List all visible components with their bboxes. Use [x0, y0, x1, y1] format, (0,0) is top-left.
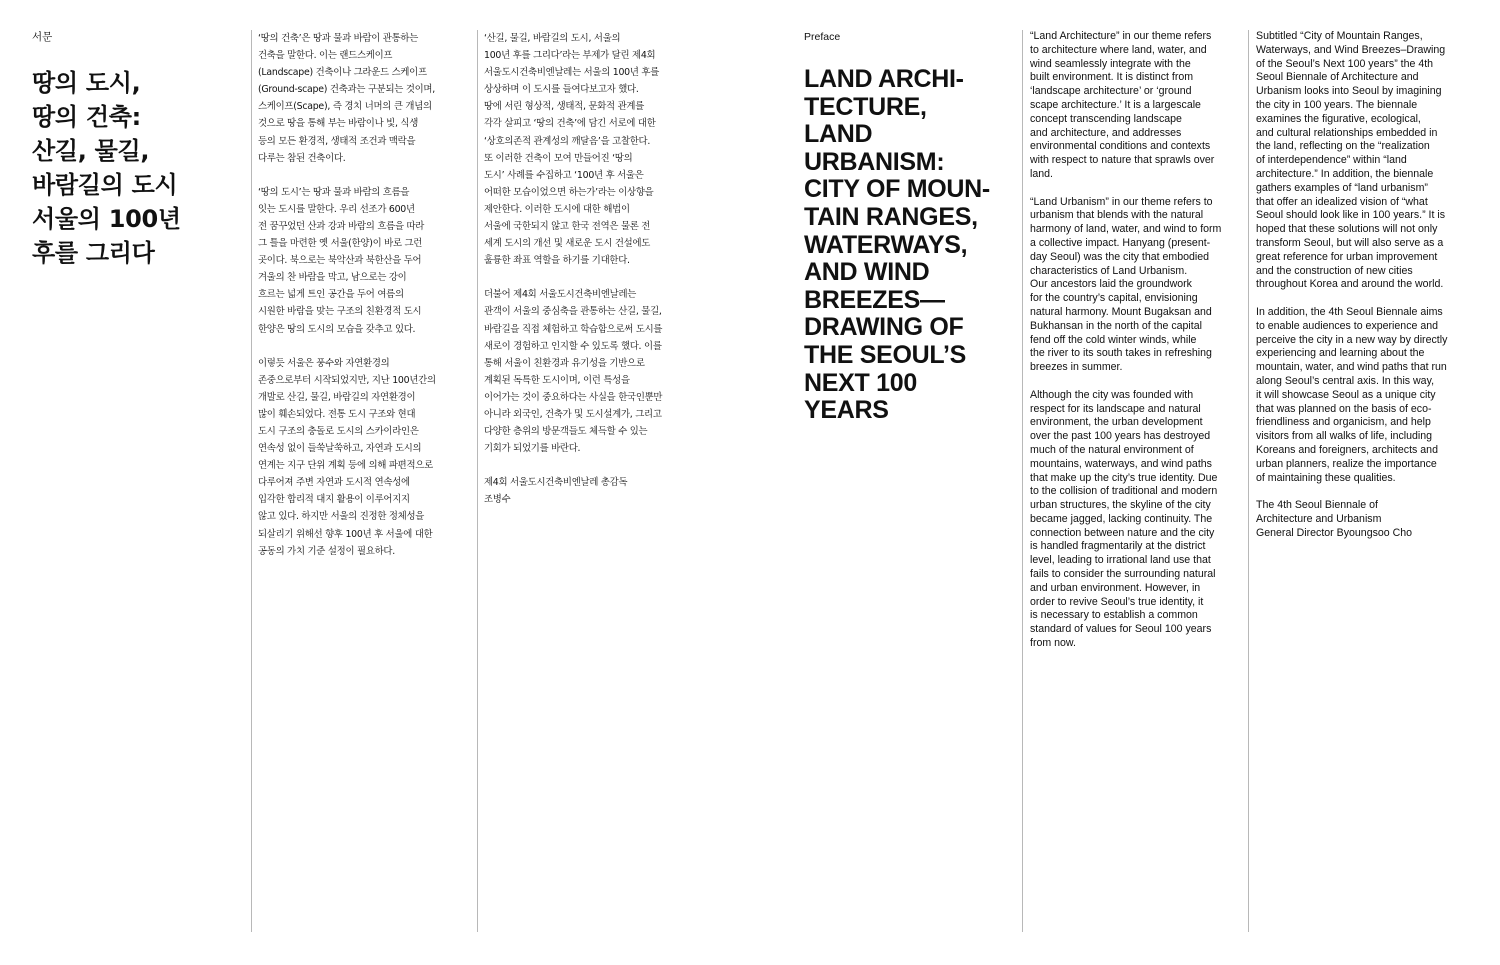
english-title-line: YEARS: [804, 396, 889, 425]
english-title-line: WATERWAYS,: [804, 230, 968, 259]
korean-title-line: 땅의 건축:: [32, 103, 141, 131]
column-divider: [477, 30, 478, 932]
english-paragraph: “Land Architecture” in our theme refers to architecture where land, water, and wind seamlessly integrate with the built environment. It is distinct from ‘landscape architecture’ or ‘ground scape architecture.’ It is a largescale concept transcending landscape and architecture, and addresses environmental conditions and contexts with respect to nature that sprawls over land.: [1030, 30, 1215, 180]
column-divider: [251, 30, 252, 932]
english-signature: The 4th Seoul Biennale of Architecture and Urbanism General Director Byoungsoo Cho: [1256, 499, 1413, 539]
english-title-column: [804, 30, 1016, 425]
english-title: [804, 66, 1016, 425]
column-divider: [1248, 30, 1249, 932]
korean-signature: 제4회 서울도시건축비엔날레 총감독 조병수: [484, 477, 628, 506]
korean-body-column-2: [484, 30, 698, 525]
korean-title-column: [32, 30, 237, 270]
korean-title-line: 바람길의 도시: [32, 171, 178, 199]
english-title-line: TECTURE,: [804, 92, 927, 121]
section-label-english: Preface: [804, 31, 841, 43]
english-paragraph: Although the city was founded with respect for its landscape and natural environment, the urban development over the past 100 years has destroyed much of the natural environment of mountains, waterways, and wind paths that make up the city’s true identity. Due to the collision of traditional and modern urban structures, the skyline of the city became jagged, lacking continuity. The connection between nature and the city is handled fragmentarily at the district level, leading to irrational land use that fails to consider the surrounding natural and urban environment. However, in order to revive Seoul’s true identity, it is necessary to establish a common standard of values for Seoul 100 years from now.: [1030, 388, 1218, 650]
english-title-line: THE SEOUL’S: [804, 340, 967, 369]
korean-paragraph: 더불어 제4회 서울도시건축비엔날레는 관객이 서울의 중심축을 관통하는 산길, 물길, 바람길을 직접 체험하고 학습함으로써 도시를 새로이 경험하고 인지할 수 있도록 했다. 이를 통해 서울이 친환경과 유기성을 기반으로 계획된 독특한 도시이며, 이런 특성을 이어가는 것이 중요하다는 사실을 한국인뿐만 아니라 외국인, 건축가 및 도시설계가, 그리고 다양한 층위의 방문객들도 체득할 수 있는 기회가 되었기를 바란다.: [484, 289, 663, 455]
english-title-line: DRAWING OF: [804, 313, 964, 342]
english-paragraph: In addition, the 4th Seoul Biennale aims to enable audiences to experience and perceive the city in a new way by directly experiencing and learning about the mountain, water, and wind paths that run along Seoul’s central axis. In this way, it will showcase Seoul as a unique city that was planned on the basis of eco- friendliness and organicism, and help visitors from all walks of life, including Koreans and foreigners, architects and urban planners, realize the importance of maintaining these qualities.: [1256, 305, 1448, 484]
english-paragraph: Subtitled “City of Mountain Ranges, Waterways, and Wind Breezes–Drawing of the Seoul’s Next 100 years” the 4th Seoul Biennale of Architecture and Urbanism looks into Seoul by imagining the city in 100 years. The biennale examines the figurative, ecological, and cultural relationships embedded in the land, reflecting on the “realization of interdependence” within “land architecture.” In addition, the biennale gathers examples of “land urbanism” that offer an idealized vision of “what Seoul should look like in 100 years.” It is hoped that these solutions will not only transform Seoul, but will also serve as a great reference for urban improvement and the construction of new cities throughout Korea and around the world.: [1256, 30, 1446, 291]
english-title-line: NEXT 100: [804, 368, 917, 397]
column-divider: [1022, 30, 1023, 932]
english-title-line: LAND ARCHI-: [804, 65, 964, 93]
korean-body-column-1: [258, 30, 472, 577]
english-title-line: AND WIND: [804, 258, 930, 287]
korean-paragraph: ‘땅의 건축’은 땅과 물과 바람이 관통하는 건축을 말한다. 이는 랜드스케이프 (Landscape) 건축이나 그라운드 스케이프 (Ground-scape) 건축과는 구분되는 것이며, 스케이프(Scape), 즉 경치 너머의 큰 개념의 것으로 땅을 통해 부는 바람이나 빛, 식생 등의 모든 환경적, 생태적 조건과 맥락을 다루는 참된 건축이다.: [258, 33, 435, 164]
korean-title-line: 땅의 도시,: [32, 69, 141, 97]
english-title-line: LAND: [804, 120, 873, 149]
korean-paragraph: ‘산길, 물길, 바람길의 도시, 서울의 100년 후를 그리다’라는 부제가 달린 제4회 서울도시건축비엔날레는 서울의 100년 후를 상상하며 이 도시를 들여다보고자 했다. 땅에 서린 형상적, 생태적, 문화적 관계를 각각 살피고 ‘땅의 건축’에 담긴 서로에 대한 ‘상호의존적 관계성의 깨달음’을 고찰한다. 또 이러한 건축이 모여 만들어진 ‘땅의 도시’ 사례를 수집하고 ‘100년 후 서울은 어떠한 모습이었으면 하는가’라는 이상향을 제안한다. 이러한 도시에 대한 해법이 서울에 국한되지 않고 한국 전역은 물론 전 세계 도시의 개선 및 새로운 도시 건설에도 훌륭한 좌표 역할을 하기를 기대한다.: [484, 33, 660, 267]
english-body-column-1: [1030, 30, 1242, 665]
english-body-column-2: [1256, 30, 1471, 554]
english-paragraph: “Land Urbanism” in our theme refers to urbanism that blends with the natural harmony of land, water, and wind to form a collective impact. Hanyang (present- day Seoul) was the city that embodied characteristics of Land Urbanism. Our ancestors laid the groundwork for the country’s capital, envisioning natural harmony. Mount Bugaksan and Bukhansan in the north of the capital fend off the cold winter winds, while the river to its south takes in refreshing breezes in summer.: [1030, 195, 1222, 374]
korean-paragraph: ‘땅의 도시’는 땅과 물과 바람의 흐름을 잇는 도시를 말한다. 우리 선조가 600년 전 꿈꾸었던 산과 강과 바람의 흐름을 따라 그 틀을 마련한 옛 서울(한양)이 바로 그런 곳이다. 북으로는 북악산과 북한산을 두어 겨울의 찬 바람을 막고, 남으로는 강이 흐르는 넓게 트인 공간을 두어 여름의 시원한 바람을 맞는 구조의 친환경적 도시 한양은 땅의 도시의 모습을 갖추고 있다.: [258, 186, 425, 335]
section-label-korean: 서문: [32, 31, 53, 43]
english-title-line: TAIN RANGES,: [804, 202, 978, 231]
korean-title-line: 후를 그리다: [32, 239, 155, 267]
korean-title-line: 산길, 물길,: [32, 137, 150, 165]
korean-title: [32, 66, 237, 270]
korean-paragraph: 이렇듯 서울은 풍수와 자연환경의 존중으로부터 시작되었지만, 지난 100년간의 개발로 산길, 물길, 바람길의 자연환경이 많이 훼손되었다. 전통 도시 구조와 현대 도시 구조의 충돌로 도시의 스카이라인은 연속성 없이 들쑥날쑥하고, 자연과 도시의 연계는 지구 단위 계획 등에 의해 파편적으로 다루어져 주변 자연과 도시적 연속성에 입각한 합리적 대지 활용이 이루어지지 않고 있다. 하지만 서울의 진정한 정체성을 되살리기 위해선 향후 100년 후 서울에 대한 공동의 가치 기준 설정이 필요하다.: [258, 357, 436, 557]
korean-title-line: 서울의 100년: [32, 205, 181, 233]
english-title-line: URBANISM:: [804, 147, 945, 176]
english-title-line: CITY OF MOUN-: [804, 175, 990, 204]
english-title-line: BREEZES—: [804, 285, 945, 314]
